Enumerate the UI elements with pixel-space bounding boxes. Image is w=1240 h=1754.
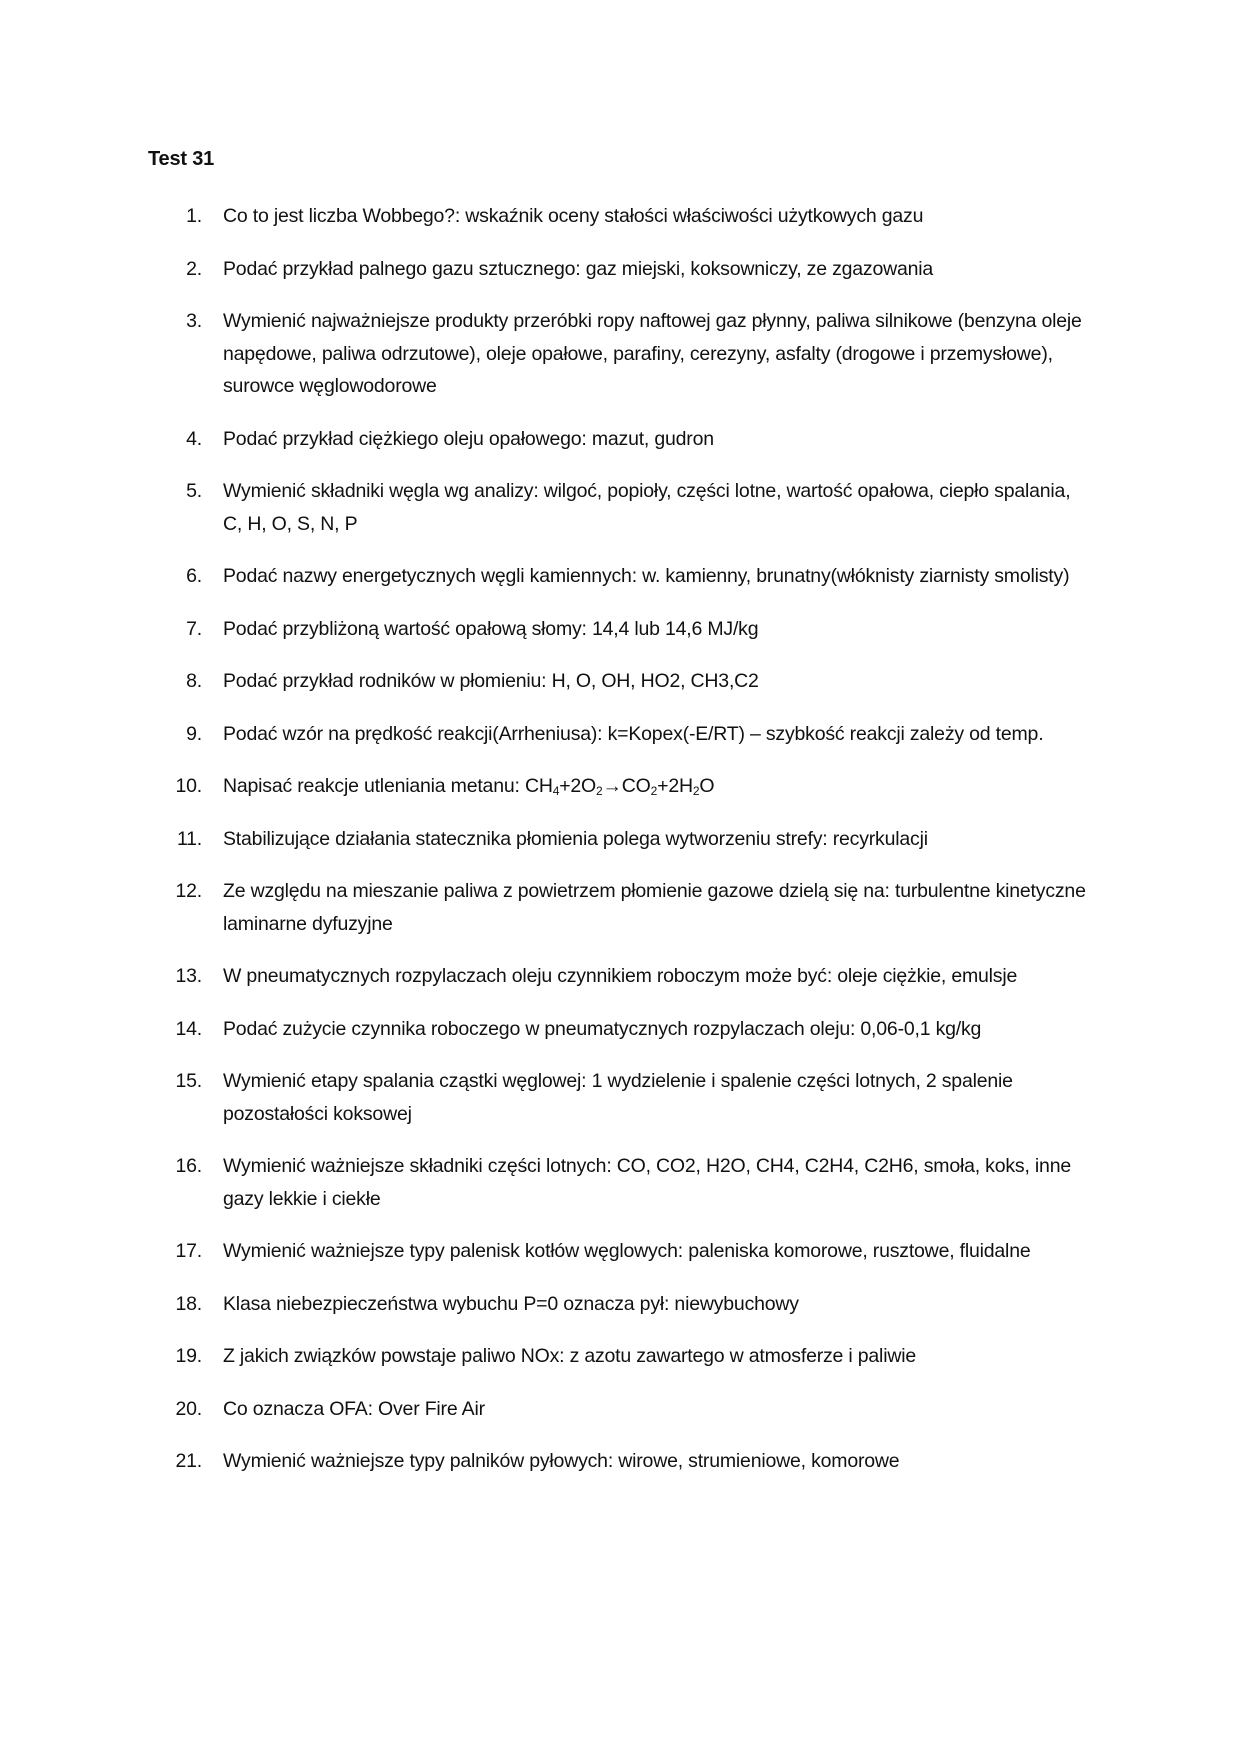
question-text: Co to jest liczba Wobbego?: wskaźnik oceny stałości właściwości użytkowych gazu xyxy=(223,205,924,227)
question-item xyxy=(0,1235,1093,1268)
question-text: Podać przybliżoną wartość opałową słomy: 14,4 lub 14,6 MJ/kg xyxy=(223,617,759,640)
question-item xyxy=(0,875,1093,940)
question-number: 15. xyxy=(175,1070,202,1092)
question-item xyxy=(0,960,1093,993)
question-text: Klasa niebezpieczeństwa wybuchu P=0 oznacza pył: niewybuchowy xyxy=(223,1292,799,1315)
question-number: 1. xyxy=(186,205,202,227)
question-text: Podać zużycie czynnika roboczego w pneumatycznych rozpylaczach oleju: 0,06-0,1 kg/kg xyxy=(223,1017,982,1040)
question-text xyxy=(223,775,714,797)
question-item xyxy=(0,665,1093,698)
question-text: Podać przykład rodników w płomieniu: H, O, OH, HO2, CH3,C2 xyxy=(223,670,759,692)
question-item xyxy=(0,1150,1093,1215)
question-number: 13. xyxy=(175,965,202,987)
question-text: Podać nazwy energetycznych węgli kamiennych: w. kamienny, brunatny(włóknisty ziarnisty smolisty) xyxy=(223,565,1070,587)
question-number: 18. xyxy=(175,1292,202,1315)
question-number: 21. xyxy=(175,1450,202,1472)
question-item xyxy=(0,823,1093,856)
question-item xyxy=(0,770,1093,803)
reaction-arrow: → xyxy=(602,775,622,797)
question-item xyxy=(0,1065,1093,1130)
question-text: Podać przykład ciężkiego oleju opałowego: mazut, gudron xyxy=(223,427,714,450)
question-item xyxy=(0,200,1093,233)
question-text: Stabilizujące działania statecznika płomienia polega wytworzeniu strefy: recyrkulacji xyxy=(223,827,928,850)
question-number: 5. xyxy=(186,480,202,502)
question-number: 20. xyxy=(175,1397,202,1420)
question-text: Wymienić składniki węgla wg analizy: wilgoć, popioły, części lotne, wartość opałowa, ciepło spalania, C, H, O, S, N, P xyxy=(223,480,1071,535)
question-list xyxy=(0,200,1240,1498)
question-number: 12. xyxy=(175,880,202,902)
question-text: Wymienić etapy spalania cząstki węglowej: 1 wydzielenie i spalenie części lotnych, 2 spalenie pozostałości koksowej xyxy=(223,1070,1013,1125)
question-text: Z jakich związków powstaje paliwo NOx: z azotu zawartego w atmosferze i paliwie xyxy=(223,1345,916,1367)
question-item xyxy=(0,305,1093,403)
question-number: 9. xyxy=(186,722,202,745)
question-number: 8. xyxy=(186,670,202,692)
question-number: 4. xyxy=(186,427,202,450)
question-number: 19. xyxy=(175,1345,202,1367)
question-item xyxy=(0,1393,1093,1426)
question-number: 7. xyxy=(186,617,202,640)
question-number: 14. xyxy=(175,1017,202,1040)
question-item xyxy=(0,1340,1093,1373)
question-number: 10. xyxy=(175,775,202,797)
question-item xyxy=(0,1288,1093,1321)
question-text: Ze względu na mieszanie paliwa z powietrzem płomienie gazowe dzielą się na: turbulentne kinetyczne laminarne dyfuzyjne xyxy=(223,880,1086,935)
question-number: 11. xyxy=(176,827,202,850)
question-item xyxy=(0,1445,1093,1478)
question-text: Wymienić ważniejsze składniki części lotnych: CO, CO2, H2O, CH4, C2H4, C2H6, smoła, koks, inne gazy lekkie i ciekłe xyxy=(223,1155,1071,1210)
question-text: Wymienić ważniejsze typy palników pyłowych: wirowe, strumieniowe, komorowe xyxy=(223,1450,900,1472)
question-number: 16. xyxy=(175,1155,202,1177)
question-text: Wymienić ważniejsze typy palenisk kotłów węglowych: paleniska komorowe, rusztowe, fluidalne xyxy=(223,1240,1031,1262)
formula: $CH_4+2O_2\to CO_2+2H_2O$ xyxy=(524,775,715,798)
question-item xyxy=(0,613,1093,646)
question-number: 3. xyxy=(186,310,202,332)
question-number: 2. xyxy=(186,257,202,280)
question-item xyxy=(0,1013,1093,1046)
question-text: Podać przykład palnego gazu sztucznego: gaz miejski, koksowniczy, ze zgazowania xyxy=(223,257,934,280)
question-text: Podać wzór na prędkość reakcji(Arrheniusa): k=Kopex(-E/RT) – szybkość reakcji zależy od temp. xyxy=(223,722,1044,745)
question-text: Wymienić najważniejsze produkty przeróbki ropy naftowej gaz płynny, paliwa silnikowe (benzyna oleje napędowe, paliwa odrzutowe), oleje opałowe, parafiny, cerezyny, asfalty (drogowe i przemysłowe), surowce węglowodorowe xyxy=(223,310,1082,397)
question-item xyxy=(0,718,1093,751)
document-title: Test 31 xyxy=(148,148,215,170)
question-text: W pneumatycznych rozpylaczach oleju czynnikiem roboczym może być: oleje ciężkie, emulsje xyxy=(223,965,1018,987)
question-item xyxy=(0,253,1093,286)
question-text-prefix: Napisać reakcje utleniania metanu: xyxy=(223,775,525,797)
question-number: 17. xyxy=(175,1240,202,1262)
question-text: Co oznacza OFA: Over Fire Air xyxy=(223,1397,485,1420)
question-number: 6. xyxy=(186,565,202,587)
question-item xyxy=(0,423,1093,456)
question-item xyxy=(0,475,1093,540)
question-item xyxy=(0,560,1093,593)
